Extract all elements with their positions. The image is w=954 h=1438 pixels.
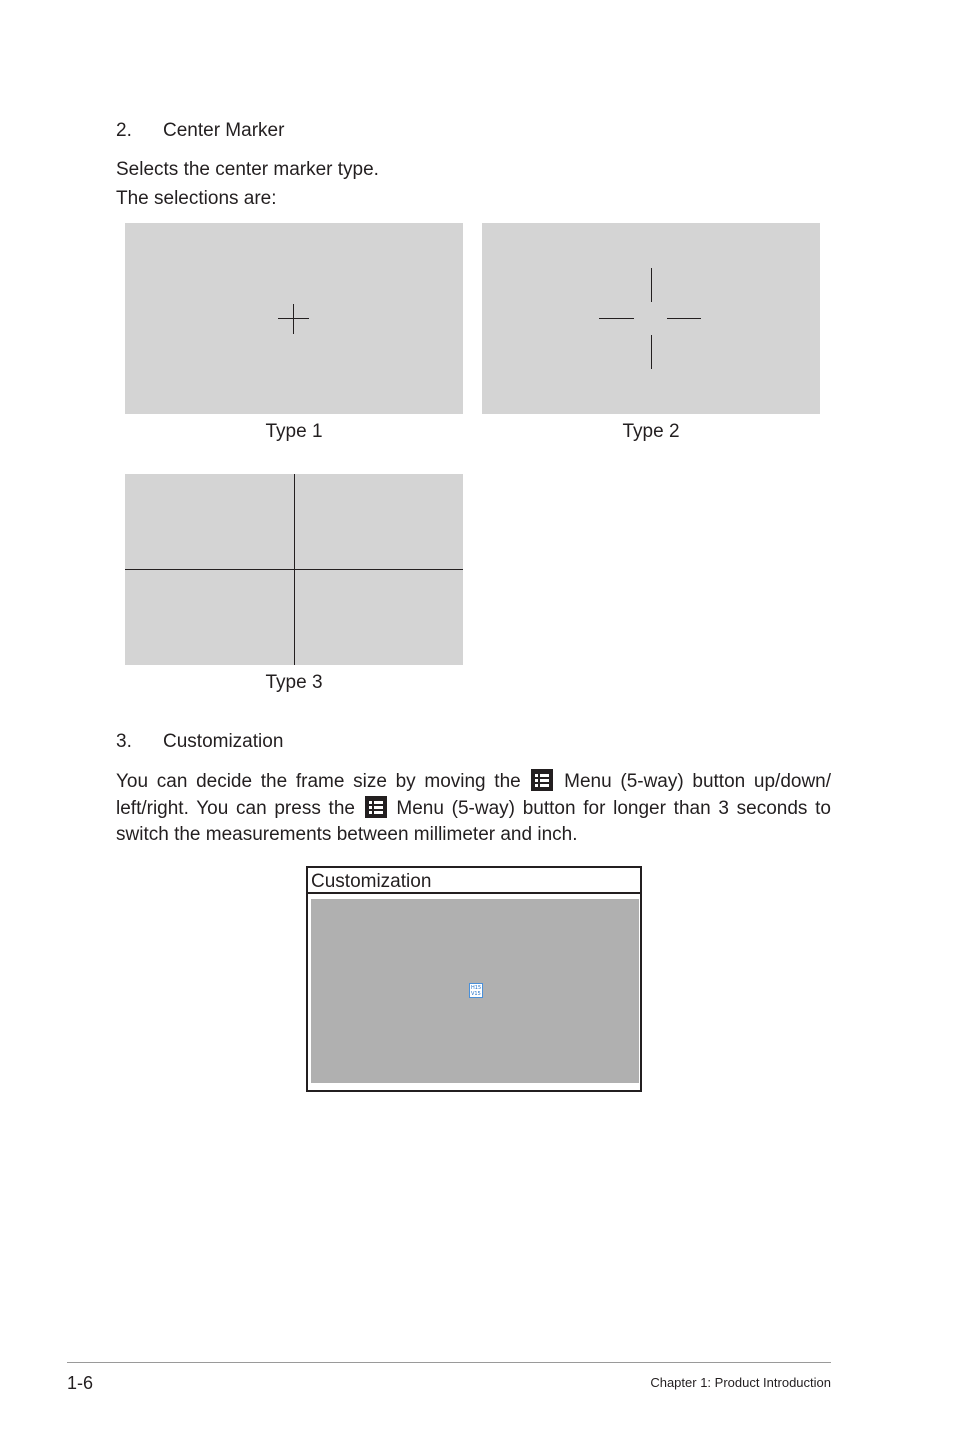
page-number: 1-6 xyxy=(67,1373,94,1393)
frame-size-label xyxy=(469,983,483,998)
marker-type1-preview xyxy=(125,223,463,414)
chapter-title: Chapter 1: Product Introduction xyxy=(650,1375,831,1390)
section-number: 3. xyxy=(116,731,132,752)
marker-type2-caption: Type 2 xyxy=(622,421,680,442)
section-title: Customization xyxy=(163,731,284,752)
osd-title: Customization xyxy=(308,868,640,894)
osd-screen xyxy=(311,899,639,1083)
section-number: 2. xyxy=(116,120,132,141)
section-description: Selects the center marker type. xyxy=(116,159,379,180)
footer-divider xyxy=(67,1362,831,1363)
section-description-2: The selections are: xyxy=(116,188,277,209)
marker-type1-caption: Type 1 xyxy=(265,421,323,442)
marker-type3-caption: Type 3 xyxy=(265,672,323,693)
crosshair-full-icon xyxy=(125,474,463,665)
paragraph-text: Menu (5-way) button up/down/ left/right. You can press the xyxy=(116,771,832,819)
frame-v-value: V15 xyxy=(471,991,481,997)
menu-list-icon xyxy=(531,769,553,791)
marker-type2-preview xyxy=(482,223,820,414)
customization-osd xyxy=(306,866,642,1092)
paragraph-text: Menu (5-way) button for longer than 3 seconds to switch the measurements between millimeter and inch. xyxy=(116,797,831,845)
marker-type3-preview xyxy=(125,474,463,665)
section-title: Center Marker xyxy=(163,120,285,141)
menu-list-icon xyxy=(365,796,387,818)
customization-paragraph xyxy=(116,769,831,849)
paragraph-text: You can decide the frame size by moving the xyxy=(116,771,521,792)
crosshair-small-icon xyxy=(125,223,463,414)
frame-h-value: H15 xyxy=(471,985,482,991)
crosshair-gap-icon xyxy=(482,223,820,414)
